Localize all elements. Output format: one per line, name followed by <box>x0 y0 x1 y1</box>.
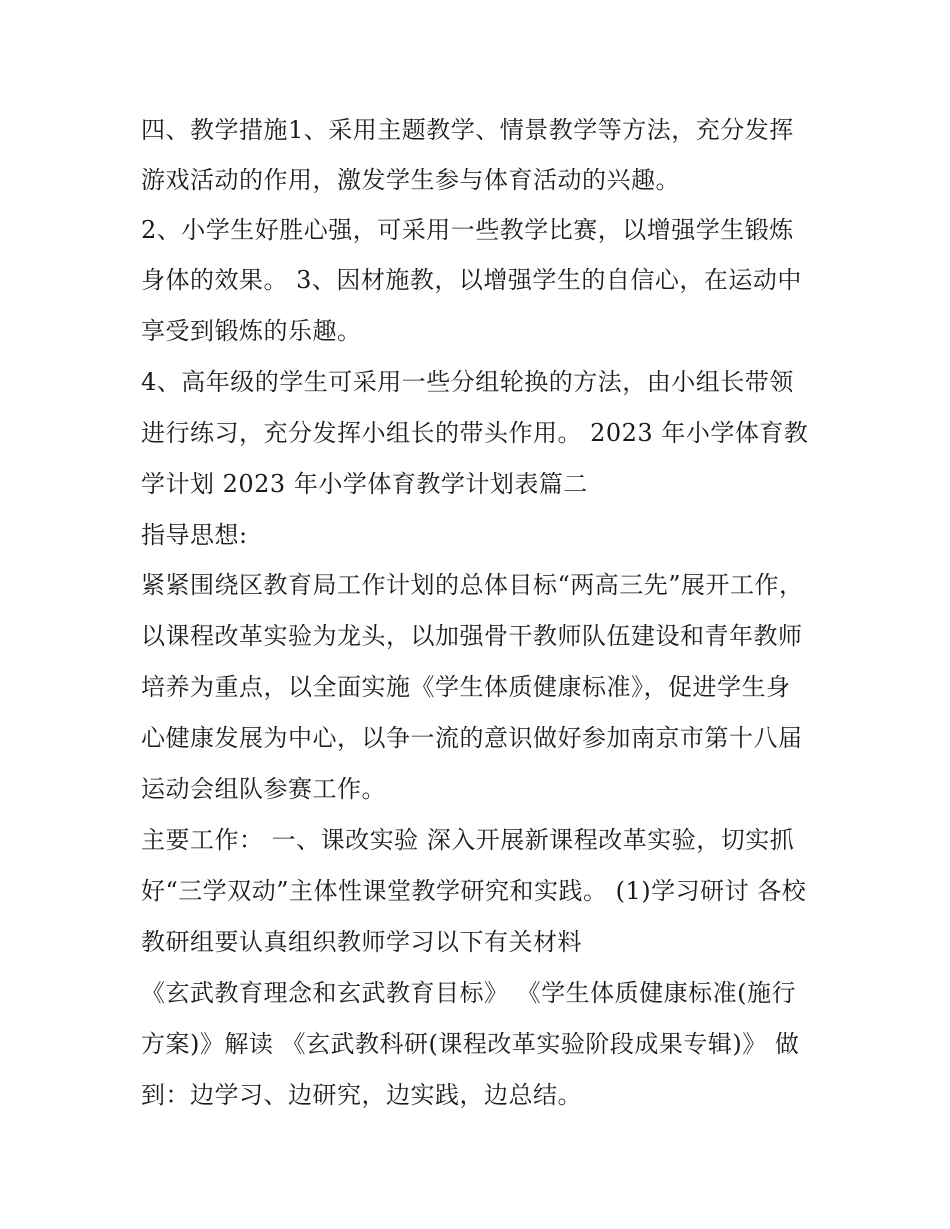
text-line: 4、高年级的学生可采用一些分组轮换的方法，由小组长带领 <box>141 368 794 396</box>
text-line: 心健康发展为中心，以争一流的意识做好参加南京市第十八届 <box>141 724 803 752</box>
text-line: 学计划 2023 年小学体育教学计划表篇二 <box>141 470 588 498</box>
text-line: 2、小学生好胜心强，可采用一些教学比赛，以增强学生锻炼 <box>141 216 794 244</box>
text-line: 紧紧围绕区教育局工作计划的总体目标“两高三先”展开工作， <box>141 571 804 599</box>
text-line: 好“三学双动”主体性课堂教学研究和实践。 (1)学习研讨 各校 <box>141 877 807 905</box>
text-line: 进行练习，充分发挥小组长的带头作用。 2023 年小学体育教 <box>141 419 809 447</box>
text-line: 方案)》解读 《玄武教科研(课程改革实验阶段成果专辑)》 做 <box>141 1030 800 1058</box>
text-line: 运动会组队参赛工作。 <box>141 775 386 803</box>
text-line: 《玄武教育理念和玄武教育目标》 《学生体质健康标准(施行 <box>141 979 796 1007</box>
text-line: 到：边学习、边研究，边实践，边总结。 <box>141 1081 582 1109</box>
text-line: 享受到锻炼的乐趣。 <box>141 317 362 345</box>
text-line: 四、教学措施1、采用主题教学、情景教学等方法，充分发挥 <box>141 116 794 144</box>
text-line: 以课程改革实验为龙头，以加强骨干教师队伍建设和青年教师 <box>141 622 803 650</box>
text-line: 游戏活动的作用，激发学生参与体育活动的兴趣。 <box>141 166 680 194</box>
text-line: 培养为重点，以全面实施《学生体质健康标准》，促进学生身 <box>141 673 791 701</box>
section-heading: 指导思想: <box>141 521 248 549</box>
text-line: 身体的效果。 3、因材施教，以增强学生的自信心，在运动中 <box>141 266 802 294</box>
text-line: 主要工作： 一、课改实验 深入开展新课程改革实验，切实抓 <box>141 826 795 854</box>
text-line: 教研组要认真组织教师学习以下有关材料 <box>141 928 582 956</box>
